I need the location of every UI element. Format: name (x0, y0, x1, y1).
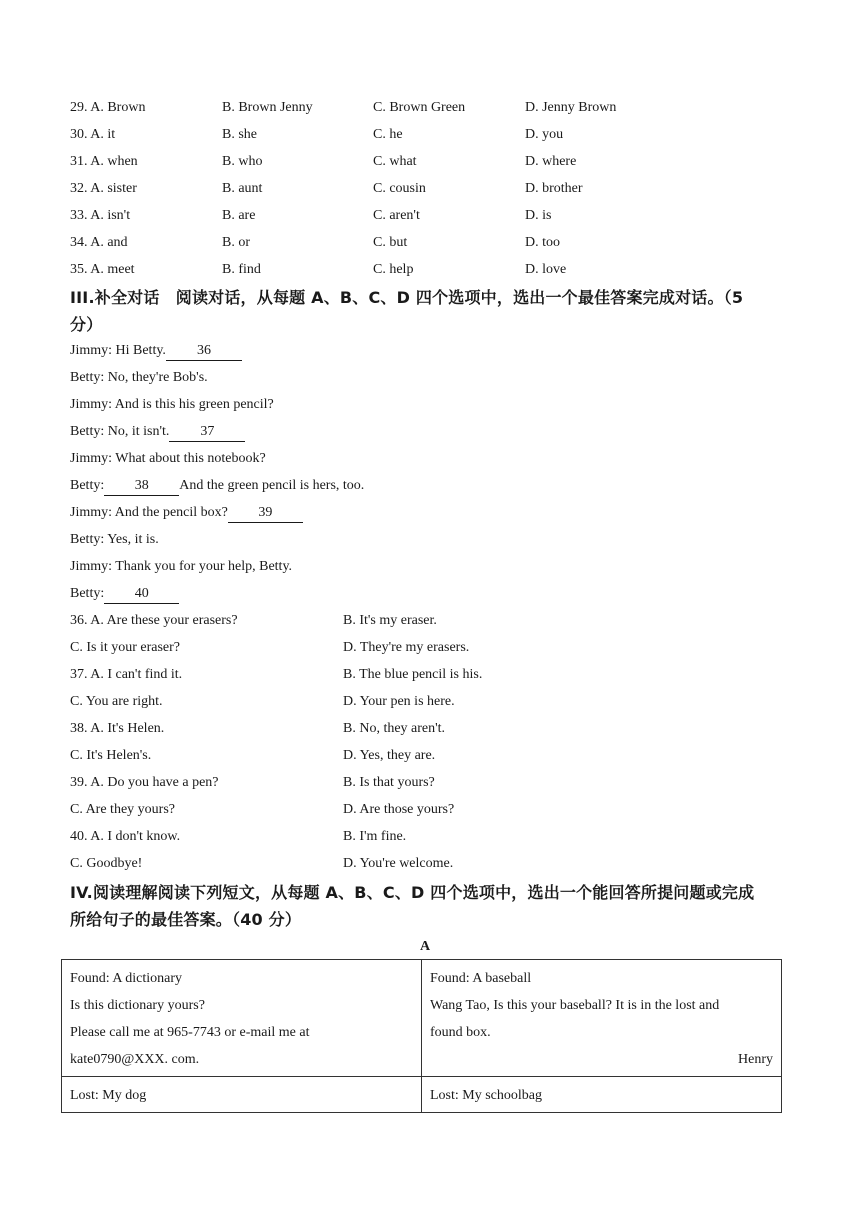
option-b: B. Brown Jenny (222, 100, 313, 115)
answer-blank-38: 38 (104, 478, 179, 496)
dialogue-text: Betty: Yes, it is. (70, 532, 159, 547)
option-c: C. help (373, 262, 414, 277)
option-right: D. Your pen is here. (343, 694, 455, 709)
section-4-heading-line-1: IV.阅读理解阅读下列短文，从每题 A、B、C、D 四个选项中，选出一个能回答所提问题或完成 (70, 883, 755, 902)
option-a: 35. A. meet (70, 262, 135, 277)
option-right: B. I'm fine. (343, 829, 407, 844)
lost-and-found-table (61, 959, 782, 1113)
dialogue-line (70, 557, 292, 577)
option-c: C. what (373, 154, 417, 169)
option-right: B. Is that yours? (343, 775, 435, 790)
option-right: D. Are those yours? (343, 802, 455, 817)
dialogue-line (70, 368, 208, 388)
dialogue-text: Betty: (70, 478, 105, 493)
option-c: C. he (373, 127, 403, 142)
dialogue-line (70, 584, 179, 604)
dialogue-option-row (70, 665, 770, 685)
option-right: B. It's my eraser. (343, 613, 437, 628)
dialogue-option-row (70, 773, 770, 793)
option-b: B. she (222, 127, 257, 142)
ad-line: Please call me at 965-7743 or e-mail me at (70, 1025, 310, 1040)
table-row (62, 1077, 782, 1113)
section-3-heading-line-1: III.补全对话 阅读对话，从每题 A、B、C、D 四个选项中，选出一个最佳答案完成对话。（5 (70, 288, 744, 307)
dialogue-option-row (70, 638, 770, 658)
option-left: C. Goodbye! (70, 856, 143, 871)
mc-option-row (70, 206, 790, 226)
option-left: 37. A. I can't find it. (70, 667, 183, 682)
option-left: 36. A. Are these your erasers? (70, 613, 238, 628)
option-a: 29. A. Brown (70, 100, 146, 115)
dialogue-option-row (70, 746, 770, 766)
dialogue-text: Betty: No, it isn't. (70, 424, 170, 439)
option-d: D. too (525, 235, 560, 250)
dialogue-option-row (70, 719, 770, 739)
option-c: C. aren't (373, 208, 420, 223)
ad-found-dictionary (62, 960, 422, 1077)
option-c: C. Brown Green (373, 100, 466, 115)
option-a: 31. A. when (70, 154, 138, 169)
option-left: C. It's Helen's. (70, 748, 152, 763)
option-a: 33. A. isn't (70, 208, 131, 223)
dialogue-line (70, 449, 266, 469)
dialogue-line (70, 503, 303, 523)
dialogue-option-row (70, 611, 770, 631)
option-b: B. find (222, 262, 261, 277)
option-left: C. You are right. (70, 694, 163, 709)
option-d: D. Jenny Brown (525, 100, 617, 115)
ad-line: Found: A baseball (430, 971, 532, 986)
section-3-heading (70, 284, 792, 338)
option-c: C. cousin (373, 181, 426, 196)
dialogue-option-row (70, 800, 770, 820)
passage-label: A (420, 939, 431, 954)
ad-line: Wang Tao, Is this your baseball? It is in the lost and (430, 998, 720, 1013)
answer-blank-37: 37 (169, 424, 245, 442)
option-b: B. are (222, 208, 256, 223)
ad-line: Found: A dictionary (70, 971, 182, 986)
option-right: B. The blue pencil is his. (343, 667, 483, 682)
option-left: 38. A. It's Helen. (70, 721, 165, 736)
option-d: D. is (525, 208, 552, 223)
dialogue-text: Betty: (70, 586, 105, 601)
option-left: 39. A. Do you have a pen? (70, 775, 219, 790)
ad-line: Is this dictionary yours? (70, 998, 205, 1013)
ad-line: kate0790@XXX. com. (70, 1052, 200, 1067)
answer-blank-40: 40 (104, 586, 179, 604)
option-c: C. but (373, 235, 408, 250)
answer-blank-39: 39 (228, 505, 303, 523)
option-d: D. where (525, 154, 577, 169)
option-left: 40. A. I don't know. (70, 829, 181, 844)
dialogue-text: Jimmy: Hi Betty. (70, 343, 166, 358)
option-b: B. or (222, 235, 250, 250)
dialogue-line (70, 341, 242, 361)
option-right: D. Yes, they are. (343, 748, 436, 763)
mc-option-row (70, 125, 790, 145)
dialogue-text: Jimmy: What about this notebook? (70, 451, 266, 466)
option-left: C. Are they yours? (70, 802, 175, 817)
dialogue-text: Jimmy: And is this his green pencil? (70, 397, 274, 412)
option-d: D. brother (525, 181, 583, 196)
ad-found-baseball (422, 960, 782, 1077)
ad-line: found box. (430, 1025, 491, 1040)
option-left: C. Is it your eraser? (70, 640, 181, 655)
option-b: B. aunt (222, 181, 263, 196)
mc-option-row (70, 98, 790, 118)
option-d: D. love (525, 262, 567, 277)
option-d: D. you (525, 127, 564, 142)
dialogue-text: Jimmy: Thank you for your help, Betty. (70, 559, 293, 574)
section-3-heading-line-2: 分） (70, 315, 103, 334)
dialogue-option-row (70, 692, 770, 712)
dialogue-text: Jimmy: And the pencil box? (70, 505, 228, 520)
section-4-heading (70, 879, 792, 933)
ad-signature: Henry (738, 1052, 773, 1067)
dialogue-line (70, 530, 159, 550)
answer-blank-36: 36 (166, 343, 242, 361)
option-a: 30. A. it (70, 127, 116, 142)
option-b: B. who (222, 154, 263, 169)
mc-option-row (70, 233, 790, 253)
dialogue-option-row (70, 854, 770, 874)
option-a: 34. A. and (70, 235, 128, 250)
option-right: B. No, they aren't. (343, 721, 446, 736)
option-a: 32. A. sister (70, 181, 137, 196)
section-4-heading-line-2: 所给句子的最佳答案。（40 分） (70, 910, 302, 929)
ad-lost-dog: Lost: My dog (62, 1077, 422, 1113)
dialogue-line (70, 422, 245, 442)
dialogue-line (70, 395, 274, 415)
dialogue-option-row (70, 827, 770, 847)
mc-option-row (70, 260, 790, 280)
option-right: D. You're welcome. (343, 856, 454, 871)
ad-lost-schoolbag: Lost: My schoolbag (422, 1077, 782, 1113)
table-row (62, 960, 782, 1077)
dialogue-line (70, 476, 364, 496)
option-right: D. They're my erasers. (343, 640, 470, 655)
mc-option-row (70, 179, 790, 199)
dialogue-text: Betty: No, they're Bob's. (70, 370, 208, 385)
dialogue-text: And the green pencil is hers, too. (179, 478, 365, 493)
mc-option-row (70, 152, 790, 172)
